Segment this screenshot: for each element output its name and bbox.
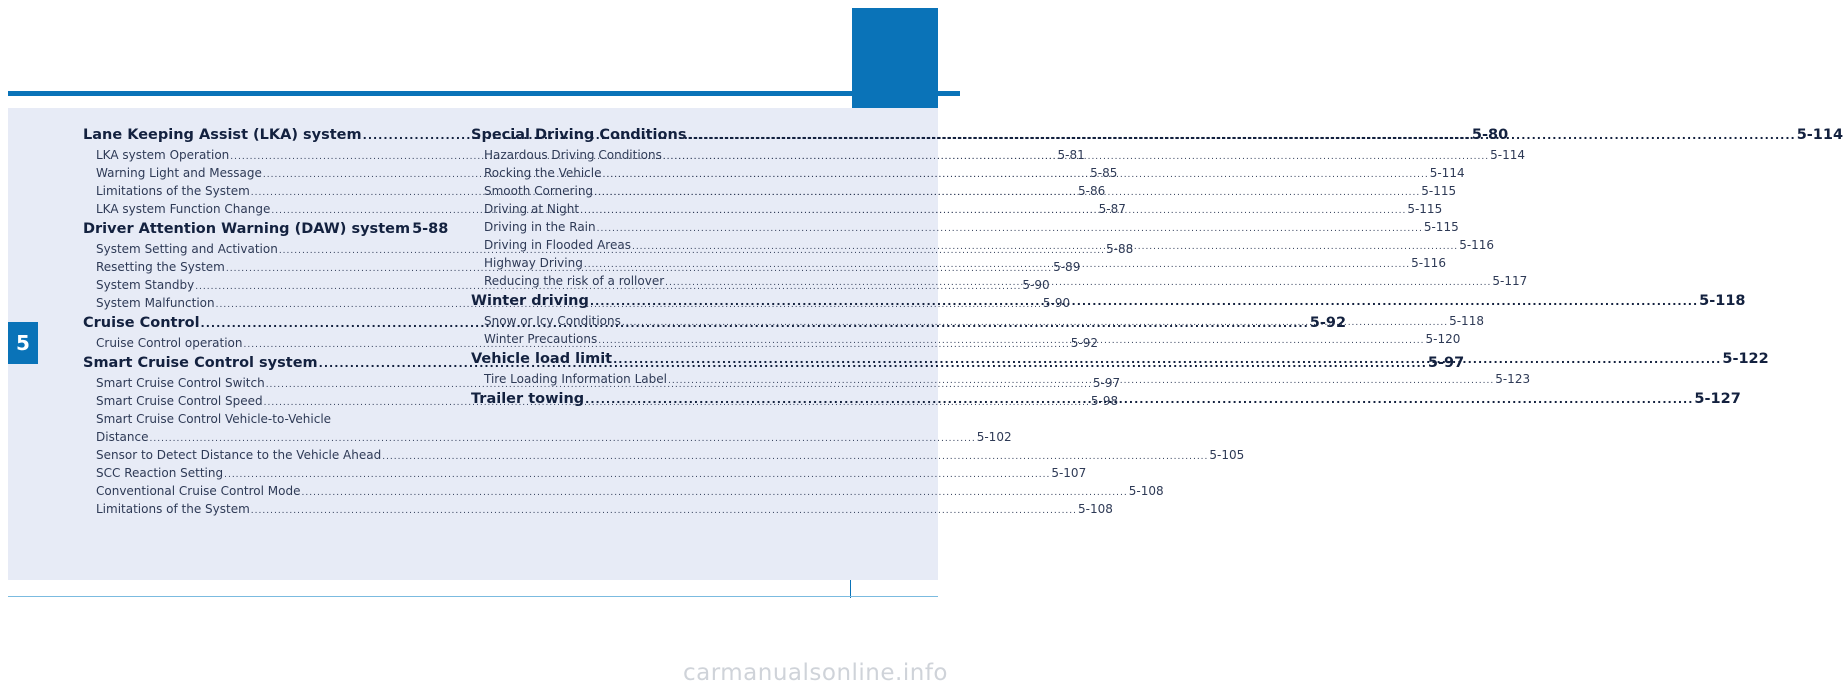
toc-dot-leader — [622, 314, 1448, 332]
toc-dot-leader — [687, 125, 1795, 146]
toc-entry-title: Driving at Night — [484, 202, 580, 216]
toc-entry-page: 5-90 — [1022, 278, 1050, 292]
toc-entry-title: Tire Loading Information Label — [484, 372, 667, 386]
toc-entry-title: Smart Cruise Control Speed — [96, 394, 263, 408]
toc-entry-title: Smooth Cornering — [484, 184, 594, 198]
toc-entry-page: 5-87 — [1098, 202, 1126, 216]
toc-entry-title: Special Driving Conditions — [471, 127, 687, 143]
toc-entry-title: Lane Keeping Assist (LKA) system — [83, 127, 362, 143]
toc-entry-page: 5-122 — [1722, 351, 1769, 367]
toc-entry-title: Cruise Control operation — [96, 336, 243, 350]
toc-entry-title: Distance — [96, 430, 149, 444]
toc-subsection-entry[interactable] — [83, 410, 433, 428]
toc-dot-leader — [302, 484, 1128, 502]
toc-entry-page: 5-88 — [412, 221, 449, 237]
toc-entry-title: Conventional Cruise Control Mode — [96, 484, 301, 498]
toc-entry-title: Snow or Icy Conditions — [484, 314, 621, 328]
toc-entry-page: 5-105 — [1209, 448, 1245, 462]
toc-entry-page: 5-115 — [1423, 220, 1459, 234]
toc-dot-leader — [632, 238, 1458, 256]
toc-subsection-entry[interactable] — [83, 446, 1245, 464]
toc-entry-page: 5-85 — [1090, 166, 1118, 180]
toc-entry-title: Resetting the System — [96, 260, 225, 274]
toc-dot-leader — [584, 256, 1410, 274]
toc-entry-page: 5-118 — [1449, 314, 1484, 328]
toc-entry-page: 5-97 — [1092, 376, 1121, 390]
toc-entry-title: Sensor to Detect Distance to the Vehicle Ahead — [96, 448, 382, 462]
toc-dot-leader — [597, 220, 1423, 238]
toc-entry-title: Winter driving — [471, 293, 589, 309]
toc-entry-page: 5-123 — [1495, 372, 1531, 386]
toc-entry-title: System Standby — [96, 278, 195, 292]
toc-entry-page: 5-102 — [976, 430, 1012, 444]
toc-entry-page: 5-98 — [1090, 394, 1119, 408]
toc-dot-leader — [590, 291, 1698, 312]
chapter-tab-block — [852, 8, 938, 108]
toc-entry-page: 5-86 — [1078, 184, 1106, 198]
toc-entry-title: Hazardous Driving Conditions — [484, 148, 662, 162]
toc-entry-page: 5-116 — [1411, 256, 1446, 270]
toc-subsection-entry[interactable] — [83, 500, 1113, 518]
toc-subsection-entry[interactable] — [83, 482, 1164, 500]
toc-entry-page: 5-116 — [1459, 238, 1495, 252]
toc-entry-page: 5-114 — [1796, 127, 1843, 143]
toc-entry-page: 5-107 — [1051, 466, 1087, 480]
toc-entry-page: 5-80 — [1471, 127, 1509, 143]
toc-entry-page: 5-88 — [1106, 242, 1134, 256]
toc-entry-title: Smart Cruise Control Switch — [96, 376, 265, 390]
footer-rule — [8, 596, 938, 597]
toc-entry-page: 5-115 — [1407, 202, 1443, 216]
toc-entry-title: Smart Cruise Control Vehicle-to-Vehicle — [96, 412, 332, 426]
toc-entry-page: 5-89 — [1053, 260, 1081, 274]
toc-entry-page: 5-120 — [1425, 332, 1461, 346]
toc-entry-title: Smart Cruise Control system — [83, 355, 318, 371]
toc-entry-title: Driver Attention Warning (DAW) system — [83, 221, 411, 237]
toc-subsection-entry[interactable] — [471, 218, 1459, 236]
toc-entry-title: System Setting and Activation — [96, 242, 278, 256]
toc-entry-title: Limitations of the System — [96, 184, 250, 198]
toc-entry-page: 5-92 — [1309, 315, 1347, 331]
toc-entry-title: Cruise Control — [83, 315, 200, 331]
toc-entry-page: 5-97 — [1427, 355, 1465, 371]
toc-dot-leader — [251, 502, 1077, 520]
toc-dot-leader — [594, 184, 1420, 202]
toc-dot-leader — [598, 332, 1424, 350]
toc-section-entry[interactable] — [83, 219, 449, 240]
toc-entry-title: Winter Precautions — [484, 332, 598, 346]
toc-entry-page: 5-90 — [1042, 296, 1071, 310]
toc-dot-leader — [663, 148, 1489, 166]
toc-entry-title: LKA system Operation — [96, 148, 230, 162]
toc-entry-page: 5-81 — [1057, 148, 1085, 162]
toc-entry-page: 5-114 — [1490, 148, 1525, 162]
watermark-text: carmanualsonline.info — [682, 660, 948, 686]
toc-entry-page: 5-108 — [1128, 484, 1164, 498]
toc-dot-leader — [580, 202, 1406, 220]
toc-dot-leader — [224, 466, 1050, 484]
toc-entry-page: 5-108 — [1078, 502, 1113, 516]
toc-entry-title: Driving in Flooded Areas — [484, 238, 631, 252]
toc-dot-leader — [613, 349, 1721, 370]
toc-entry-title: Driving in the Rain — [484, 220, 596, 234]
toc-dot-leader — [602, 166, 1428, 184]
toc-entry-title: LKA system Function Change — [96, 202, 271, 216]
toc-subsection-entry[interactable] — [83, 464, 1087, 482]
toc-entry-page: 5-114 — [1429, 166, 1465, 180]
toc-entry-page: 5-118 — [1699, 293, 1746, 309]
toc-entry-page: 5-92 — [1070, 336, 1098, 350]
toc-subsection-entry[interactable] — [83, 428, 1012, 446]
chapter-number-badge: 5 — [8, 322, 38, 364]
toc-entry-page: 5-115 — [1421, 184, 1457, 198]
toc-entry-title: System Malfunction — [96, 296, 215, 310]
toc-dot-leader — [668, 372, 1494, 390]
toc-entry-title: Rocking the Vehicle — [484, 166, 602, 180]
toc-entry-title: SCC Reaction Setting — [96, 466, 224, 480]
toc-entry-title: Trailer towing — [471, 391, 585, 407]
toc-entry-page: 5-127 — [1694, 391, 1741, 407]
toc-entry-page: 5-117 — [1492, 274, 1528, 288]
toc-entry-title: Reducing the risk of a rollover — [484, 274, 665, 288]
toc-entry-title: Vehicle load limit — [471, 351, 613, 367]
toc-dot-leader — [585, 389, 1693, 410]
header-rule — [8, 91, 960, 96]
toc-dot-leader — [665, 274, 1491, 292]
toc-entry-title: Warning Light and Message — [96, 166, 262, 180]
toc-entry-title: Limitations of the System — [96, 502, 250, 516]
toc-entry-title: Highway Driving — [484, 256, 583, 270]
